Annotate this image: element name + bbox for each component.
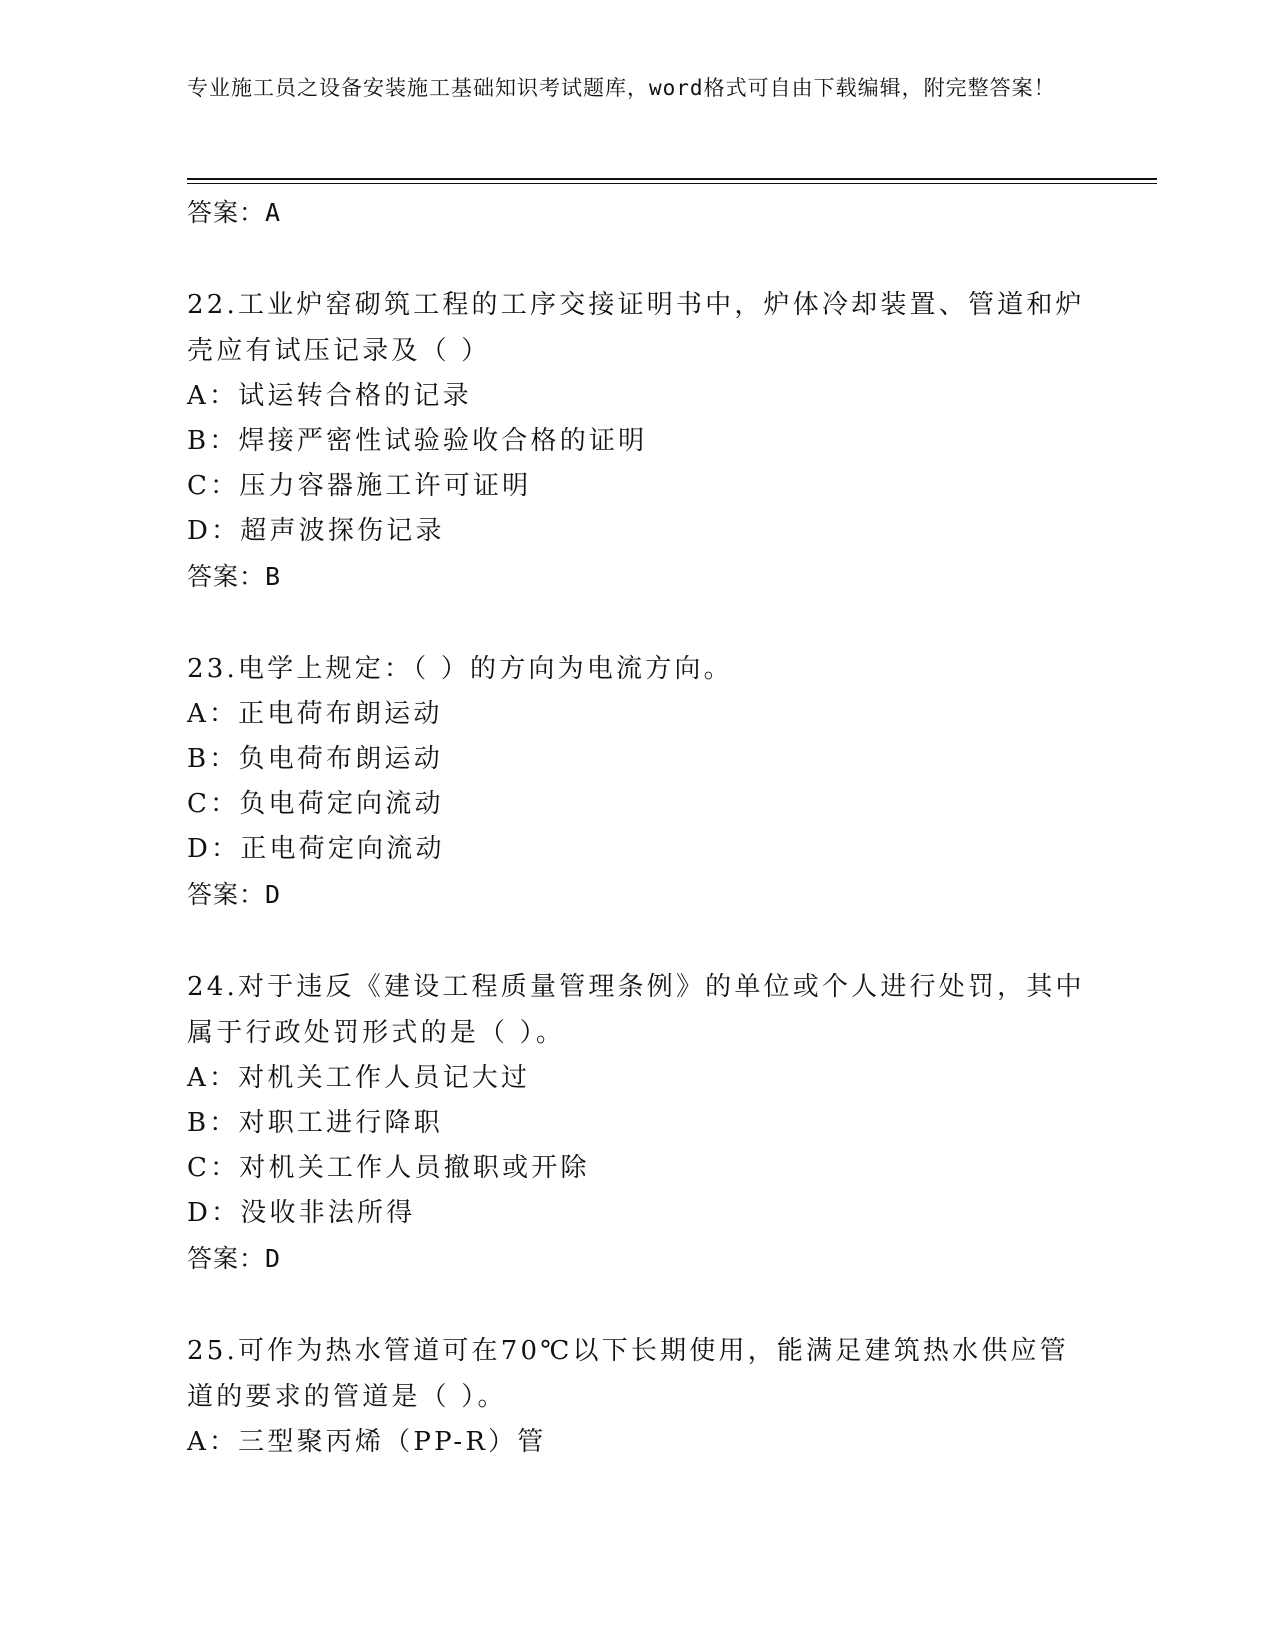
option-d: D：正电荷定向流动 <box>187 834 445 864</box>
option-c: C：压力容器施工许可证明 <box>187 471 532 501</box>
question-stem: 24.对于违反《建设工程质量管理条例》的单位或个人进行处罚，其中属于行政处罚形式的是（ ）。 <box>187 972 1085 1048</box>
option-a: A：正电荷布朗运动 <box>187 699 443 729</box>
question-item <box>187 1328 1087 1465</box>
option-d: D：没收非法所得 <box>187 1198 416 1228</box>
option-a: A：三型聚丙烯（PP-R）管 <box>187 1427 547 1457</box>
spacer <box>187 236 1087 282</box>
option-b: B：负电荷布朗运动 <box>187 744 443 774</box>
document-header: 专业施工员之设备安装施工基础知识考试题库，word格式可自由下载编辑，附完整答案！ <box>187 76 1056 100</box>
option-b: B：对职工进行降职 <box>187 1108 443 1138</box>
answer-line: 答案：D <box>187 1244 282 1273</box>
option-a: A：试运转合格的记录 <box>187 381 472 411</box>
option-b: B：焊接严密性试验验收合格的证明 <box>187 426 648 456</box>
option-c: C：对机关工作人员撤职或开除 <box>187 1153 590 1183</box>
option-c: C：负电荷定向流动 <box>187 789 444 819</box>
question-item <box>187 646 1087 918</box>
answer-line: 答案：A <box>187 198 282 227</box>
question-stem: 22.工业炉窑砌筑工程的工序交接证明书中，炉体冷却装置、管道和炉壳应有试压记录及（ ） <box>187 290 1085 366</box>
question-stem: 23.电学上规定：（ ）的方向为电流方向。 <box>187 654 733 684</box>
spacer <box>187 600 1087 646</box>
spacer <box>187 1282 1087 1328</box>
header-divider-thick <box>187 178 1157 180</box>
question-stem: 25.可作为热水管道可在70℃以下长期使用，能满足建筑热水供应管道的要求的管道是（ ）。 <box>187 1336 1069 1412</box>
option-d: D：超声波探伤记录 <box>187 516 445 546</box>
spacer <box>187 918 1087 964</box>
question-item <box>187 964 1087 1282</box>
question-list <box>187 190 1087 1465</box>
option-a: A：对机关工作人员记大过 <box>187 1063 531 1093</box>
answer-line: 答案：D <box>187 880 282 909</box>
answer-line: 答案：B <box>187 562 282 591</box>
question-item <box>187 282 1087 600</box>
header-divider-thin <box>187 183 1157 184</box>
